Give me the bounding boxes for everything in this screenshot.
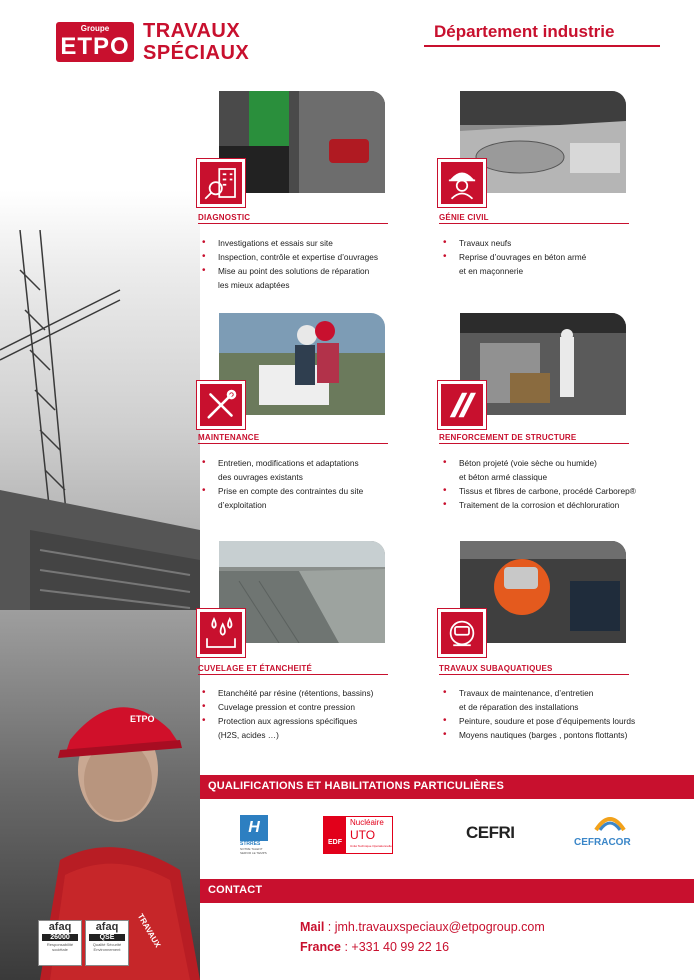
logo-etpo-text: ETPO	[60, 33, 130, 60]
background-photo	[0, 190, 200, 980]
service-title-renforcement: RENFORCEMENT DE STRUCTURE	[439, 433, 577, 442]
etpo-logo	[56, 22, 134, 62]
service-title-genie-civil: GÉNIE CIVIL	[439, 213, 489, 222]
logo-groupe-text: Groupe	[80, 24, 110, 33]
contact-bar: CONTACT	[200, 879, 694, 903]
contact-phone: France : +331 40 99 22 16	[300, 940, 450, 954]
list-item: • Prise en compte des contraintes du site d’exploitation	[198, 484, 438, 512]
crane-illustration	[0, 230, 200, 610]
service-rule	[439, 674, 629, 675]
afaq-qse-badge: afaq QSE Qualité Sécurité Environnement	[85, 920, 129, 966]
department-title: Département industrie	[434, 22, 615, 41]
list-item: • Peinture, soudure et pose d’équipements lourds	[439, 714, 679, 728]
cuvelage-bullets	[198, 686, 438, 742]
water-drops-icon	[197, 609, 245, 657]
contact-mail: Mail : jmh.travauxspeciaux@etpogroup.com	[300, 920, 545, 934]
service-title-diagnostic: DIAGNOSTIC	[198, 213, 251, 222]
subaquatiques-bullets	[439, 686, 679, 742]
renforcement-bullets	[439, 456, 679, 512]
brand-line-2: SPÉCIAUX	[143, 42, 250, 64]
cefri-logo: CEFRI	[466, 823, 515, 842]
list-item: • Entretien, modifications et adaptations des ouvrages existants	[198, 456, 438, 484]
wrench-screwdriver-icon	[197, 381, 245, 429]
steel-beam-icon	[438, 381, 486, 429]
list-item: • Inspection, contrôle et expertise d’ouvrages	[198, 250, 438, 264]
afaq-26000-badge: afaq 26000 Responsabilité sociétale	[38, 920, 82, 966]
inspection-icon	[197, 159, 245, 207]
list-item: • Travaux neufs	[439, 236, 679, 250]
list-item: • Béton projeté (voie sèche ou humide) et béton armé classique	[439, 456, 679, 484]
service-rule	[439, 223, 629, 224]
service-title-maintenance: MAINTENANCE	[198, 433, 260, 442]
list-item: • Cuvelage pression et contre pression	[198, 700, 438, 714]
genie-civil-bullets	[439, 236, 679, 278]
brand-line-1: TRAVAUX	[143, 20, 241, 42]
service-title-subaquatiques: TRAVAUX SUBAQUATIQUES	[439, 664, 553, 673]
service-title-cuvelage: CUVELAGE ET ÉTANCHEITÉ	[198, 664, 313, 673]
cefracor-emblem-icon	[574, 812, 646, 832]
list-item: • Mise au point des solutions de réparation les mieux adaptées	[198, 264, 438, 292]
list-item: • Reprise d’ouvrages en béton armé et en maçonnerie	[439, 250, 679, 278]
list-item: • Tissus et fibres de carbone, procédé Carborep®	[439, 484, 679, 498]
list-item: • Moyens nautiques (barges , pontons flottants)	[439, 728, 679, 742]
qualifications-bar: QUALIFICATIONS ET HABILITATIONS PARTICULIÈRES	[200, 775, 694, 799]
maintenance-bullets	[198, 456, 438, 512]
strres-logo: H STRRES NOTRE TALENT SERVIR LE TEMPS	[240, 815, 272, 855]
list-item: • Etanchéité par résine (rétentions, bassins)	[198, 686, 438, 700]
list-item: • Protection aux agressions spécifiques (H2S, acides …)	[198, 714, 438, 742]
department-rule	[424, 45, 660, 47]
diving-helmet-icon	[438, 609, 486, 657]
svg-text:ETPO: ETPO	[130, 714, 155, 724]
list-item: • Investigations et essais sur site	[198, 236, 438, 250]
service-rule	[198, 674, 388, 675]
cefracor-logo: CEFRACOR	[574, 812, 646, 852]
diagnostic-bullets	[198, 236, 438, 292]
service-rule	[439, 443, 629, 444]
edf-nucleaire-logo: EDF Nucléaire UTO Unité Technique Opérationnelle	[323, 816, 393, 854]
svg-text:TRAVAUX: TRAVAUX	[135, 912, 163, 950]
service-rule	[198, 223, 388, 224]
list-item: • Traitement de la corrosion et déchloruration	[439, 498, 679, 512]
list-item: • Travaux de maintenance, d’entretien et de réparation des installations	[439, 686, 679, 714]
worker-helmet-icon	[438, 159, 486, 207]
service-rule	[198, 443, 388, 444]
